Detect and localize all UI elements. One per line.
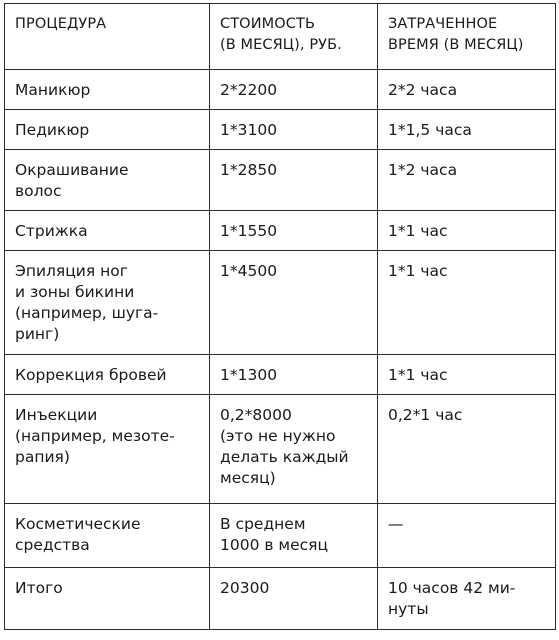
table-row — [5, 251, 556, 355]
cost-cell: 1*2850 — [210, 150, 378, 211]
procedure-cell: Эпиляция ног и зоны бикини (например, шуга- ринг) — [5, 251, 210, 355]
cost-cell: В среднем 1000 в месяц — [210, 504, 378, 568]
time-cell: 1*1 час — [378, 251, 556, 355]
cost-cell: 1*1550 — [210, 211, 378, 251]
time-cell: 1*2 часа — [378, 150, 556, 211]
procedures-table-container — [4, 3, 556, 630]
procedure-cell: Окрашивание волос — [5, 150, 210, 211]
procedure-cell: Коррекция бровей — [5, 355, 210, 395]
header-time: ЗАТРАЧЕННОЕ ВРЕМЯ (В МЕСЯЦ) — [378, 4, 556, 70]
procedure-cell: Стрижка — [5, 211, 210, 251]
time-cell: 10 часов 42 ми- нуты — [378, 568, 556, 630]
time-cell: 1*1 час — [378, 355, 556, 395]
time-cell: — — [378, 504, 556, 568]
procedure-cell: Педикюр — [5, 110, 210, 150]
procedure-cell: Итого — [5, 568, 210, 630]
time-cell: 1*1 час — [378, 211, 556, 251]
cost-cell: 1*1300 — [210, 355, 378, 395]
header-procedure: ПРОЦЕДУРА — [5, 4, 210, 70]
procedures-cost-table — [4, 3, 556, 630]
cost-cell: 1*4500 — [210, 251, 378, 355]
table-row — [5, 150, 556, 211]
time-cell: 1*1,5 часа — [378, 110, 556, 150]
table-row — [5, 504, 556, 568]
table-row — [5, 70, 556, 110]
time-cell: 2*2 часа — [378, 70, 556, 110]
table-row-total — [5, 568, 556, 630]
procedure-cell: Маникюр — [5, 70, 210, 110]
table-row — [5, 211, 556, 251]
table-row — [5, 395, 556, 504]
procedure-cell: Инъекции (например, мезоте- рапия) — [5, 395, 210, 504]
time-cell: 0,2*1 час — [378, 395, 556, 504]
table-row — [5, 110, 556, 150]
cost-cell: 20300 — [210, 568, 378, 630]
table-row — [5, 355, 556, 395]
table-header-row — [5, 4, 556, 70]
cost-cell: 2*2200 — [210, 70, 378, 110]
cost-cell: 0,2*8000 (это не нужно делать каждый месяц) — [210, 395, 378, 504]
header-cost: СТОИМОСТЬ (В МЕСЯЦ), РУБ. — [210, 4, 378, 70]
cost-cell: 1*3100 — [210, 110, 378, 150]
procedure-cell: Косметические средства — [5, 504, 210, 568]
